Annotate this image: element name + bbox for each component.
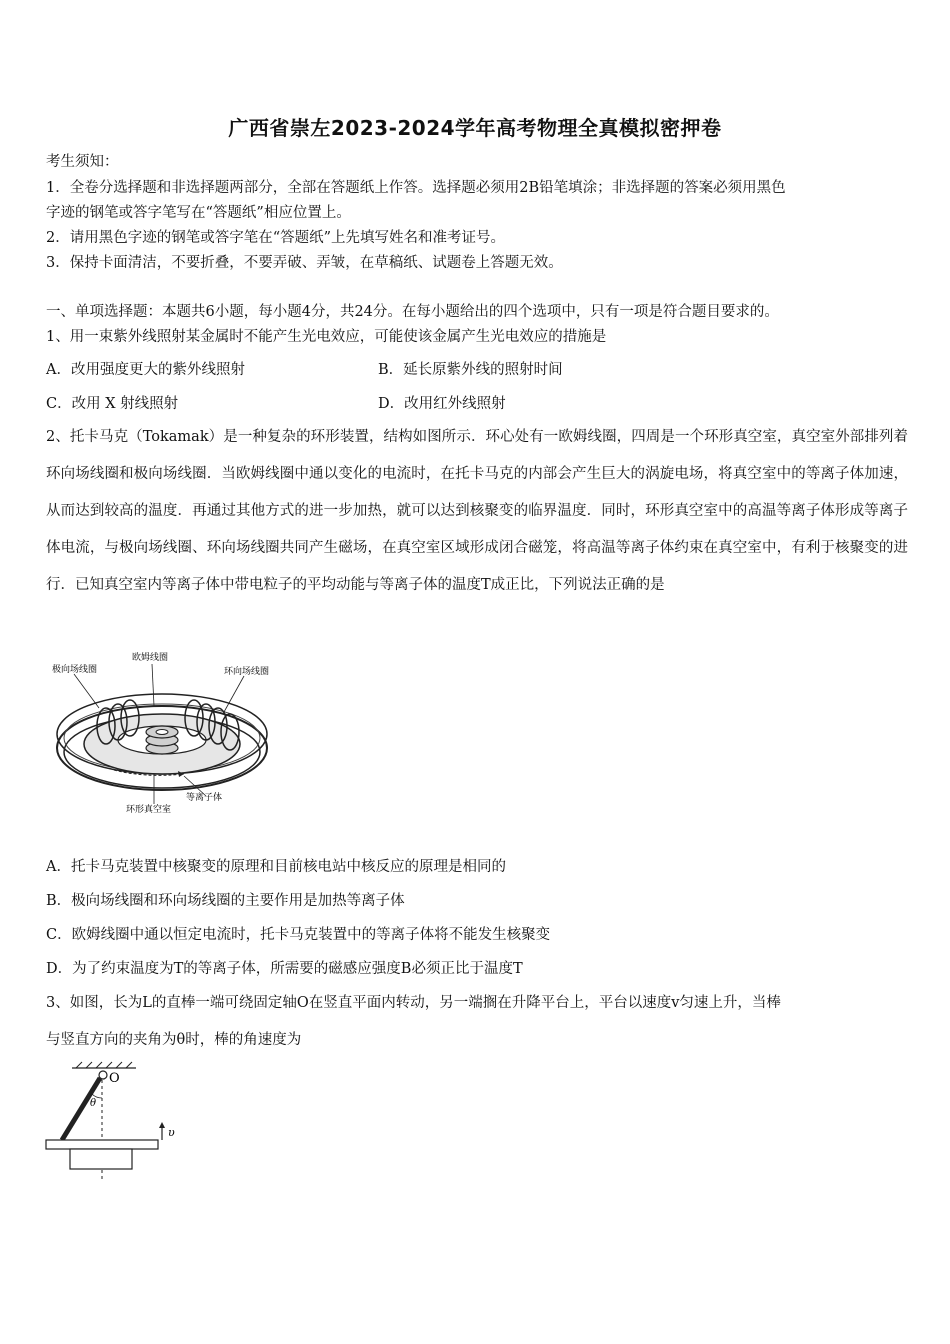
q3-stem-line-2: 与竖直方向的夹角为θ时，棒的角速度为	[46, 1032, 302, 1048]
q1-option-a: A．改用强度更大的紫外线照射	[46, 362, 245, 378]
page-title: 广西省崇左2023-2024学年高考物理全真模拟密押卷	[228, 116, 722, 140]
rod-figure	[40, 1060, 190, 1185]
notice-line-3: 2．请用黑色字迹的钢笔或答字笔在“答题纸”上先填写姓名和准考证号。	[46, 230, 506, 246]
notice-heading: 考生须知：	[46, 154, 119, 170]
q1-option-b: B．延长原紫外线的照射时间	[378, 362, 563, 378]
label-velocity: υ	[168, 1126, 175, 1139]
q2-stem: 2、托卡马克（Tokamak）是一种复杂的环形装置，结构如图所示．环心处有一欧姆线圈，四周是一个环形真空室，真空室外部排列着环向场线圈和极向场线圈．当欧姆线圈中通以变化的电流时，在托卡马克的内部会产生巨大的涡旋电场，将真空室中的等离子体加速，从而达到较高的温度．再通过其他方式的进一步加热，就可以达到核聚变的临界温度．同时，环形真空室中的高温等离子体形成等离子体电流，与极向场线圈、环向场线圈共同产生磁场，在真空室区域形成闭合磁笼，将高温等离子体约束在真空室中，有利于核聚变的进行．已知真空室内等离子体中带电粒子的平均动能与等离子体的温度T成正比，下列说法正确的是	[46, 429, 908, 593]
tokamak-figure	[44, 648, 284, 818]
section-heading: 一、单项选择题：本题共6小题，每小题4分，共24分。在每小题给出的四个选项中，只有一项是符合题目要求的。	[46, 304, 779, 320]
q2-option-c: C．欧姆线圈中通以恒定电流时，托卡马克装置中的等离子体将不能发生核聚变	[46, 927, 551, 943]
notice-line-4: 3．保持卡面清洁，不要折叠，不要弄破、弄皱，在草稿纸、试题卷上答题无效。	[46, 255, 563, 271]
q1-stem: 1、用一束紫外线照射某金属时不能产生光电效应，可能使该金属产生光电效应的措施是	[46, 329, 607, 345]
notice-line-1: 1．全卷分选择题和非选择题两部分，全部在答题纸上作答。选择题必须用2B铅笔填涂；非选择题的答案必须用黑色	[46, 180, 786, 196]
q3-stem-line-1: 3、如图，长为L的直棒一端可绕固定轴O在竖直平面内转动，另一端搁在升降平台上，平台以速度v匀速上升，当棒	[46, 995, 781, 1011]
q2-option-a: A．托卡马克装置中核聚变的原理和目前核电站中核反应的原理是相同的	[46, 859, 506, 875]
label-poloidal-coil: 极向场线圈	[52, 665, 98, 675]
label-ohmic-coil: 欧姆线圈	[132, 653, 169, 663]
q2-option-b: B．极向场线圈和环向场线圈的主要作用是加热等离子体	[46, 893, 405, 909]
label-toroidal-coil: 环向场线圈	[224, 667, 270, 677]
q1-option-d: D．改用红外线照射	[378, 396, 506, 412]
label-angle-theta: θ	[90, 1098, 97, 1109]
label-axis-o: O	[109, 1071, 120, 1086]
label-plasma: 等离子体	[186, 793, 223, 803]
notice-line-2: 字迹的钢笔或答字笔写在“答题纸”相应位置上。	[46, 205, 351, 221]
q1-option-c: C．改用 X 射线照射	[46, 396, 179, 412]
label-vacuum-chamber: 环形真空室	[126, 805, 172, 815]
q2-option-d: D．为了约束温度为T的等离子体，所需要的磁感应强度B必须正比于温度T	[46, 961, 523, 977]
